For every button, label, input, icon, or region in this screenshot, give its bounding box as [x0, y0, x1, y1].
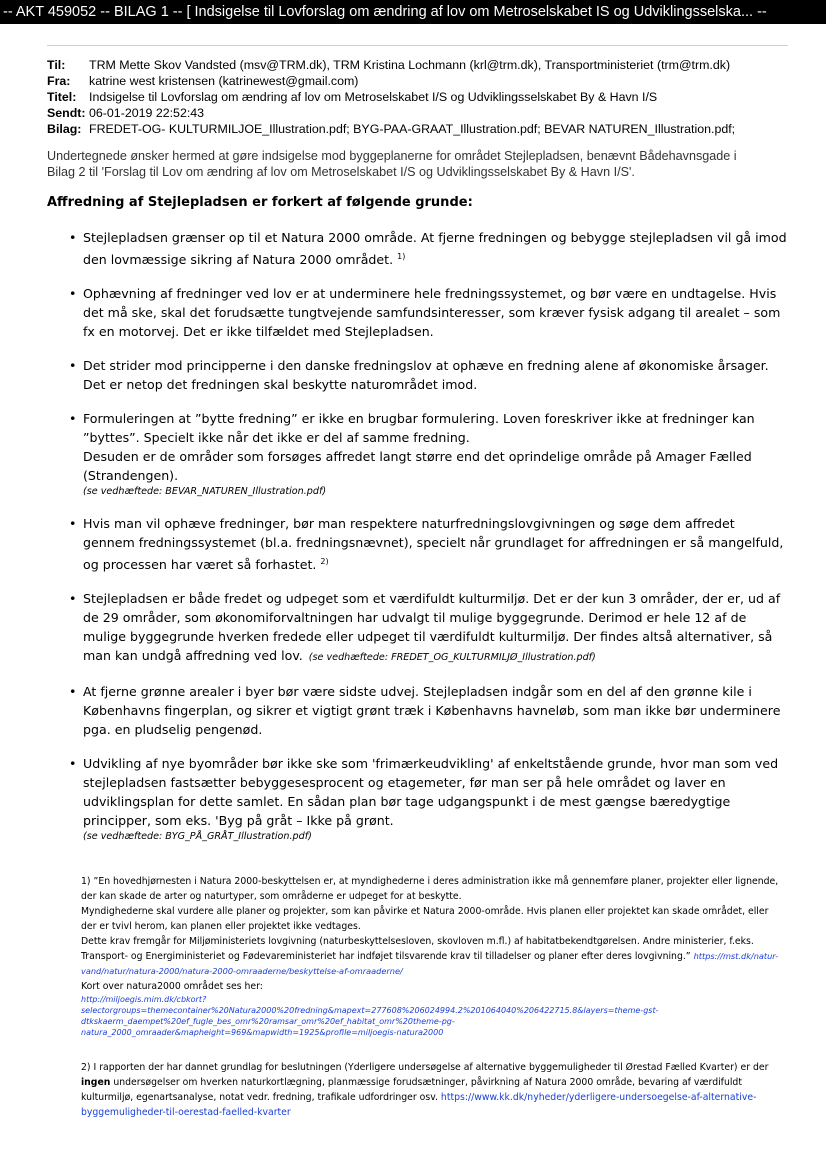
footnote-1-text: Dette krav fremgår for Miljøministeriets lovgivning (naturbeskyttelsesloven, skovloven m.fl.) af habitatbekendtgørelsen. Andre ministerier, f.eks. Transport- og Energiministeriet og Fødevareministeriet har indføjet tilsvarende krav til tilladelser og planer efter deres lovgivning.” — [81, 936, 754, 962]
intro-paragraph — [47, 148, 777, 180]
intro-line-2: Bilag 2 til 'Forslag til Lov om ændring af lov om Metroselskabet I/S og Udviklingsselskabet By & Havn I/S'. — [47, 165, 635, 179]
footnote-ref: 2) — [320, 557, 329, 566]
map-label: Kort over natura2000 området ses her: — [81, 981, 263, 992]
bullet: • — [69, 230, 77, 245]
map-link-line-3[interactable]: dtkskaerm_daempet%20ef_fugle_bes_omr%20ramsar_omr%20ef_habitat_omr%20theme-pg- — [81, 1017, 455, 1026]
bullet: • — [69, 591, 77, 606]
item-text: Stejlepladsen er både fredet og udpeget som et værdifuldt kulturmiljø. Det er der kun 3 områder, der er, ud af de 29 områder, som økonomiforvaltningen har udvalgt til mulige byggegrunde. Derimod er hele 12 af de mulige byggegrunde hverken fredede eller udpeget til værdifuldt kulturmiljø. Der findes altså alternativer, så man kan undgå affredning ved lov. — [83, 591, 781, 663]
from-label: Fra: — [47, 74, 71, 88]
to-row — [47, 57, 807, 73]
attachment-note: (se vedhæftede: BYG_PÅ_GRÅT_Illustration.pdf) — [83, 831, 312, 842]
list-item — [69, 228, 789, 269]
footnotes — [81, 874, 781, 1120]
attachments-value: FREDET-OG- KULTURMILJOE_Illustration.pdf; BYG-PAA-GRAAT_Illustration.pdf; BEVAR NATUREN_Illustration.pdf; — [89, 122, 736, 136]
header-divider — [47, 45, 788, 46]
from-value: katrine west kristensen (katrinewest@gmail.com) — [89, 74, 359, 88]
list-item — [69, 284, 789, 341]
email-header — [47, 57, 807, 137]
sent-value: 06-01-2019 22:52:43 — [89, 106, 205, 120]
item-text-continued: Desuden er de områder som forsøges affredet langt større end det oprindelige område på Amager Fælled (Strandengen). — [83, 449, 752, 483]
map-link-line-1[interactable]: http://miljoegis.mim.dk/cbkort? — [81, 995, 207, 1004]
sent-row — [47, 105, 807, 121]
list-item — [69, 754, 789, 844]
mst-link[interactable]: https://mst.dk/natur-vand/natur/natura-2000/natura-2000-omraaderne/beskyttelse-af-omraaderne/ — [81, 951, 779, 976]
item-text: Det strider mod principperne i den danske fredningslov at ophæve en fredning alene af økonomiske årsager. Det er netop det fredningen skal beskytte naturområdet imod. — [83, 358, 769, 392]
title-row — [47, 89, 807, 105]
item-text: At fjerne grønne arealer i byer bør være sidste udvej. Stejlepladsen indgår som en del af den grønne kile i Københavns fingerplan, og sikrer et vigtigt grønt træk i Københavns havneløb, som man ikke bør underminere pga. en pludselig pengenød. — [83, 684, 781, 737]
attachments-row — [47, 121, 807, 137]
footnote-2 — [81, 1060, 781, 1120]
footnote-2-emphasis: ingen — [81, 1077, 111, 1088]
to-label: Til: — [47, 58, 66, 72]
to-value: TRM Mette Skov Vandsted (msv@TRM.dk), TRM Kristina Lochmann (krl@trm.dk), Transportministeriet (trm@trm.dk) — [89, 58, 731, 72]
bullet: • — [69, 684, 77, 699]
from-row — [47, 73, 807, 89]
footnote-2-text-b: undersøgelser om hverken naturkortlægning, planmæssige forudsætninger, påvirkning af Natura 2000 område, bevaring af værdifuldt kulturmiljø, egenartsanalyse, notat vedr. fredning, trafikale udfordringer osv. — [81, 1077, 742, 1103]
list-item — [69, 682, 789, 739]
attachments-label: Bilag: — [47, 122, 82, 136]
bullet: • — [69, 516, 77, 531]
item-text: Hvis man vil ophæve fredninger, bør man respektere naturfredningslovgivningen og søge dem affredet gennem fredningssystemet (bl.a. fredningsnævnet), specielt når grundlaget for affredningen er så mangelfuld, og processen har været så forhastet. — [83, 516, 784, 572]
list-item — [69, 589, 789, 667]
argument-list — [69, 228, 789, 859]
footnote-ref: 1) — [397, 252, 406, 261]
document-title-bar: -- AKT 459052 -- BILAG 1 -- [ Indsigelse til Lovforslag om ændring af lov om Metroselskabet IS og Udviklingsselska... -- — [0, 0, 826, 24]
list-item — [69, 514, 789, 574]
sent-label: Sendt: — [47, 106, 86, 120]
item-text: Formuleringen at ”bytte fredning” er ikke en brugbar formulering. Loven foreskriver ikke at fredninger kan ”byttes”. Specielt ikke når det ikke er del af samme fredning. — [83, 411, 755, 445]
footnote-2-text-a: 2) I rapporten der har dannet grundlag for beslutningen (Yderligere undersøgelse af alternative byggemuligheder til Ørestad Fælled Kvarter) er der — [81, 1062, 769, 1073]
intro-line-1: Undertegnede ønsker hermed at gøre indsigelse mod byggeplanerne for området Stejlepladsen, benævnt Bådehavnsgade i — [47, 149, 737, 163]
list-item — [69, 409, 789, 499]
kk-report-link[interactable]: https://www.kk.dk/nyheder/yderligere-undersoegelse-af-alternative-byggemuligheder-til-oerestad-faelled-kvarter — [81, 1092, 757, 1118]
bullet: • — [69, 286, 77, 301]
footnote-1-para-a: 1) ”En hovedhjørnesten i Natura 2000-beskyttelsen er, at myndighederne i deres administration ikke må gennemføre planer, projekter eller lignende, der kan skade de arter og naturtyper, som områderne er udpeget for at beskytte. — [81, 876, 779, 902]
bullet: • — [69, 411, 77, 426]
item-text: Udvikling af nye byområder bør ikke ske som 'frimærkeudvikling' af enkeltstående grunde, hvor man som ved stejlepladsen fastsætter bebyggesesprocent og etagemeter, før man ser på hele området og laver en udviklingsplan for dette samlet. En sådan plan bør tage udgangspunkt i de mest gængse bæredygtige principper, som eks. 'Byg på gråt – Ikke på grønt. — [83, 756, 779, 828]
list-item — [69, 356, 789, 394]
footnote-1-para-c — [81, 934, 781, 979]
attachment-note: (se vedhæftede: FREDET_OG_KULTURMILJØ_Illustration.pdf) — [308, 652, 596, 663]
map-link-line-4[interactable]: natura_2000_omraader&mapheight=969&mapwidth=1925&profile=miljoegis-natura2000 — [81, 1028, 444, 1037]
title-label: Titel: — [47, 90, 77, 104]
map-link-line-2[interactable]: selectorgroups=themecontainer%20Natura2000%20fredning&mapext=277608%206024994.2%201064040%206422715.8&layers=theme-gst- — [81, 1006, 659, 1015]
item-text: Stejlepladsen grænser op til et Natura 2000 område. At fjerne fredningen og bebygge stejlepladsen vil gå imod den lovmæssige sikring af Natura 2000 området. — [83, 230, 787, 267]
attachment-note: (se vedhæftede: BEVAR_NATUREN_Illustration.pdf) — [83, 486, 327, 497]
title-value: Indsigelse til Lovforslag om ændring af lov om Metroselskabet I/S og Udviklingsselskabet By & Havn I/S — [89, 90, 658, 104]
item-text: Ophævning af fredninger ved lov er at underminere hele fredningssystemet, og bør være en undtagelse. Hvis det må ske, skal det forudsætte tungtvejende samfundsinteresser, som kræver fysisk adgang til arealet – som fx en motorvej. Det er ikke tilfældet med Stejlepladsen. — [83, 286, 781, 339]
footnote-1 — [81, 874, 781, 1038]
bullet: • — [69, 756, 77, 771]
bullet: • — [69, 358, 77, 373]
section-heading: Affredning af Stejlepladsen er forkert af følgende grunde: — [47, 195, 473, 210]
footnote-1-para-b: Myndighederne skal vurdere alle planer og projekter, som kan påvirke et Natura 2000-område. Hvis planen eller projektet kan skade området, eller der er tvivl herom, kan planen eller projektet ikke vedtages. — [81, 906, 769, 932]
